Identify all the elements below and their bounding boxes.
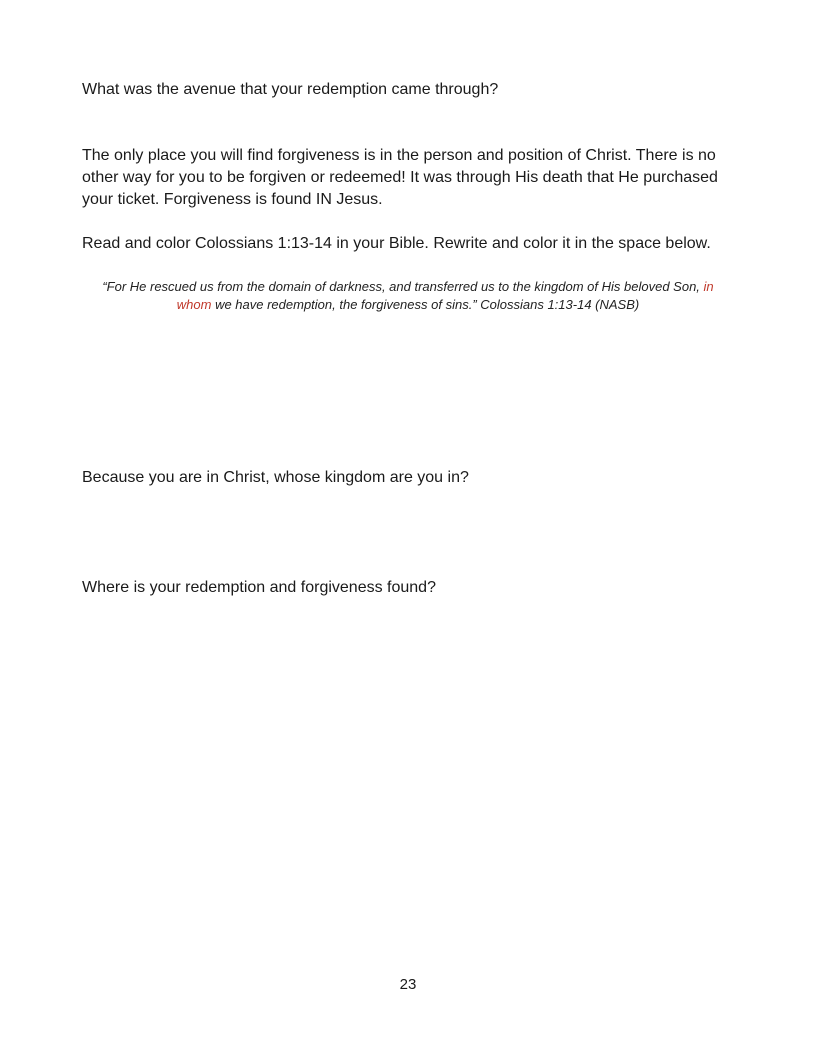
page-number: 23: [399, 976, 417, 993]
scripture-verse: [90, 278, 726, 314]
verse-text-before: “For He rescued us from the domain of darkness, and transferred us to the kingdom of His beloved Son,: [102, 279, 704, 294]
verse-highlight: in whom: [176, 279, 714, 312]
question-whose-kingdom: Because you are in Christ, whose kingdom are you in?: [82, 469, 469, 486]
forgiveness-paragraph: The only place you will find forgiveness is in the person and position of Christ. There is no other way for you to be forgiven or redeemed! It was through His death that He purchased your ticket. Forgiveness is found IN Jesus.: [82, 147, 718, 208]
question-avenue-of-redemption: What was the avenue that your redemption came through?: [82, 81, 499, 98]
verse-text-after: we have redemption, the forgiveness of sins.” Colossians 1:13-14 (NASB): [211, 297, 640, 312]
instruction-text: Read and color Colossians 1:13-14 in your Bible. Rewrite and color it in the space below.: [82, 235, 711, 252]
question-where-redemption-found: Where is your redemption and forgiveness found?: [82, 579, 436, 596]
